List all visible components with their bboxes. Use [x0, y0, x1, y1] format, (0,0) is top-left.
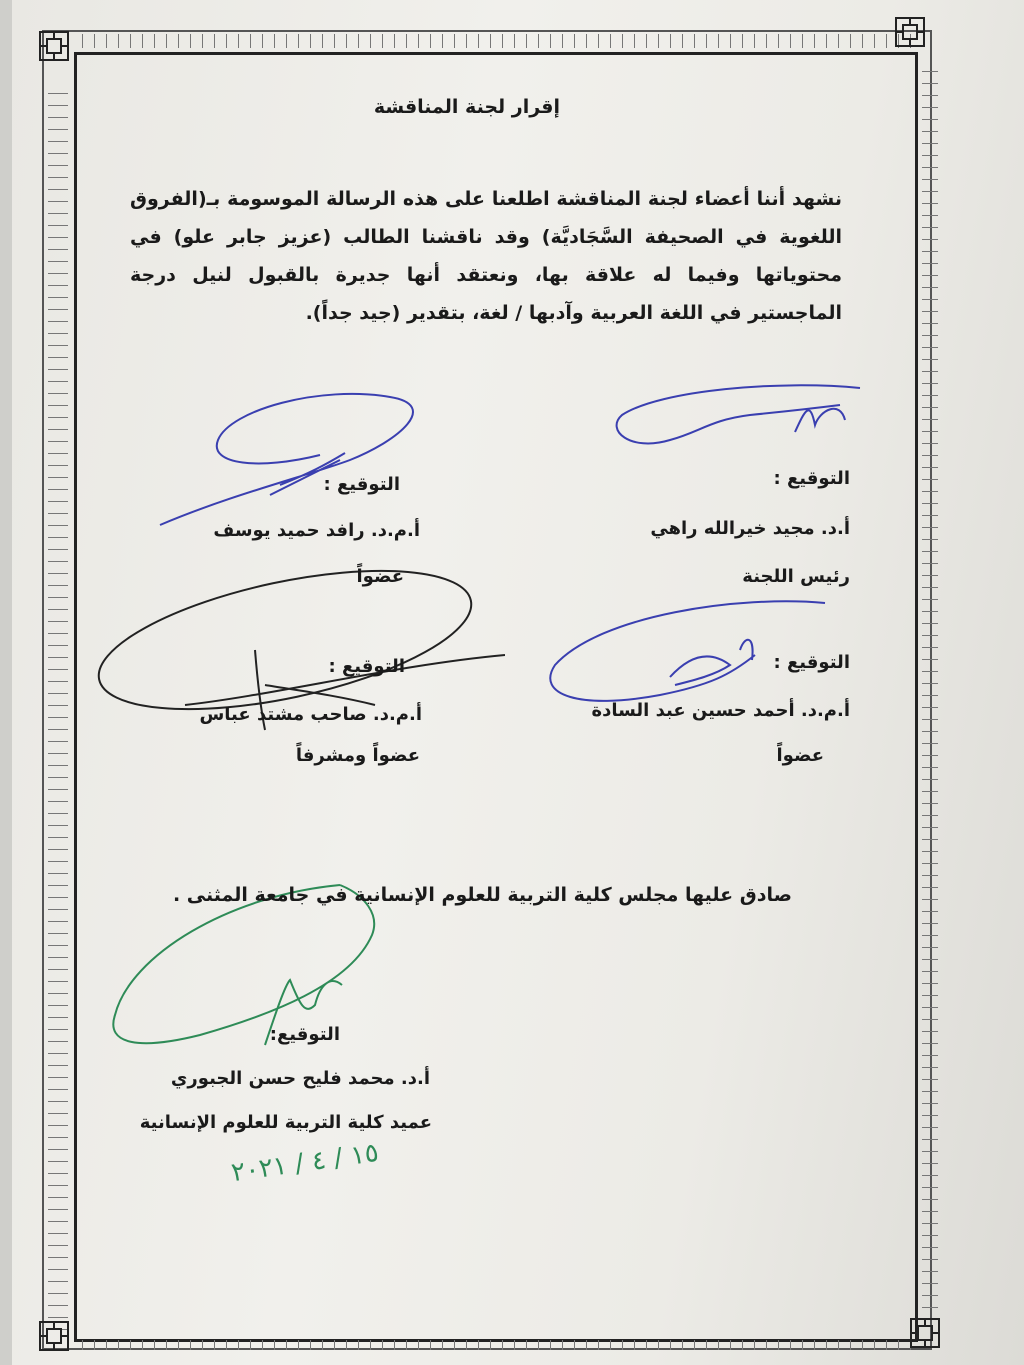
frame-pattern-bottom — [82, 1340, 912, 1350]
dean-title: عميد كلية التربية للعلوم الإنسانية — [139, 1112, 432, 1133]
handwritten-date: ١٥ / ٤ / ٢٠٢١ — [229, 1137, 381, 1189]
document-title: إقرار لجنة المناقشة — [373, 96, 560, 118]
supervisor-name: أ.م.د. صاحب مشتد عباس — [199, 704, 422, 725]
frame-pattern-top — [82, 34, 912, 48]
frame-pattern-right — [922, 60, 938, 1320]
frame-pattern-left — [48, 90, 68, 1330]
member2-signature-label: التوقيع : — [773, 652, 850, 673]
member1-name: أ.م.د. رافد حميد يوسف — [213, 520, 420, 541]
chair-signature-label: التوقيع : — [773, 468, 850, 489]
member2-name: أ.م.د. أحمد حسين عبد السادة — [591, 700, 850, 721]
dean-signature-label: التوقيع: — [269, 1024, 340, 1045]
corner-ornament-icon — [36, 1318, 72, 1354]
chair-name: أ.د. مجيد خيرالله راهي — [650, 518, 850, 539]
member1-role: عضواً — [356, 566, 404, 587]
corner-ornament-icon — [907, 1315, 943, 1351]
member2-role: عضواً — [776, 745, 824, 766]
corner-ornament-icon — [892, 14, 928, 50]
supervisor-signature-label: التوقيع : — [328, 656, 405, 677]
certification-paragraph: نشهد أننا أعضاء لجنة المناقشة اطلعنا على هذه الرسالة الموسومة بـ(الفروق اللغوية في الصحيفة السَّجَاديَّة) وقد ناقشنا الطالب (عزيز جابر علو) في محتوياتها وفيما له علاقة بها، ونعتقد أنها جديرة بالقبول لنيل درجة الماجستير في اللغة العربية وآدبها / لغة، بتقدير (جيد جداً). — [130, 188, 842, 324]
chair-role: رئيس اللجنة — [742, 566, 850, 587]
member1-signature-label: التوقيع : — [323, 474, 400, 495]
supervisor-role: عضواً ومشرفاً — [295, 745, 420, 766]
dean-name: أ.د. محمد فليح حسن الجبوري — [170, 1068, 430, 1089]
corner-ornament-icon — [36, 28, 72, 64]
approval-statement: صادق عليها مجلس كلية التربية للعلوم الإنسانية في جامعة المثنى . — [172, 884, 792, 906]
